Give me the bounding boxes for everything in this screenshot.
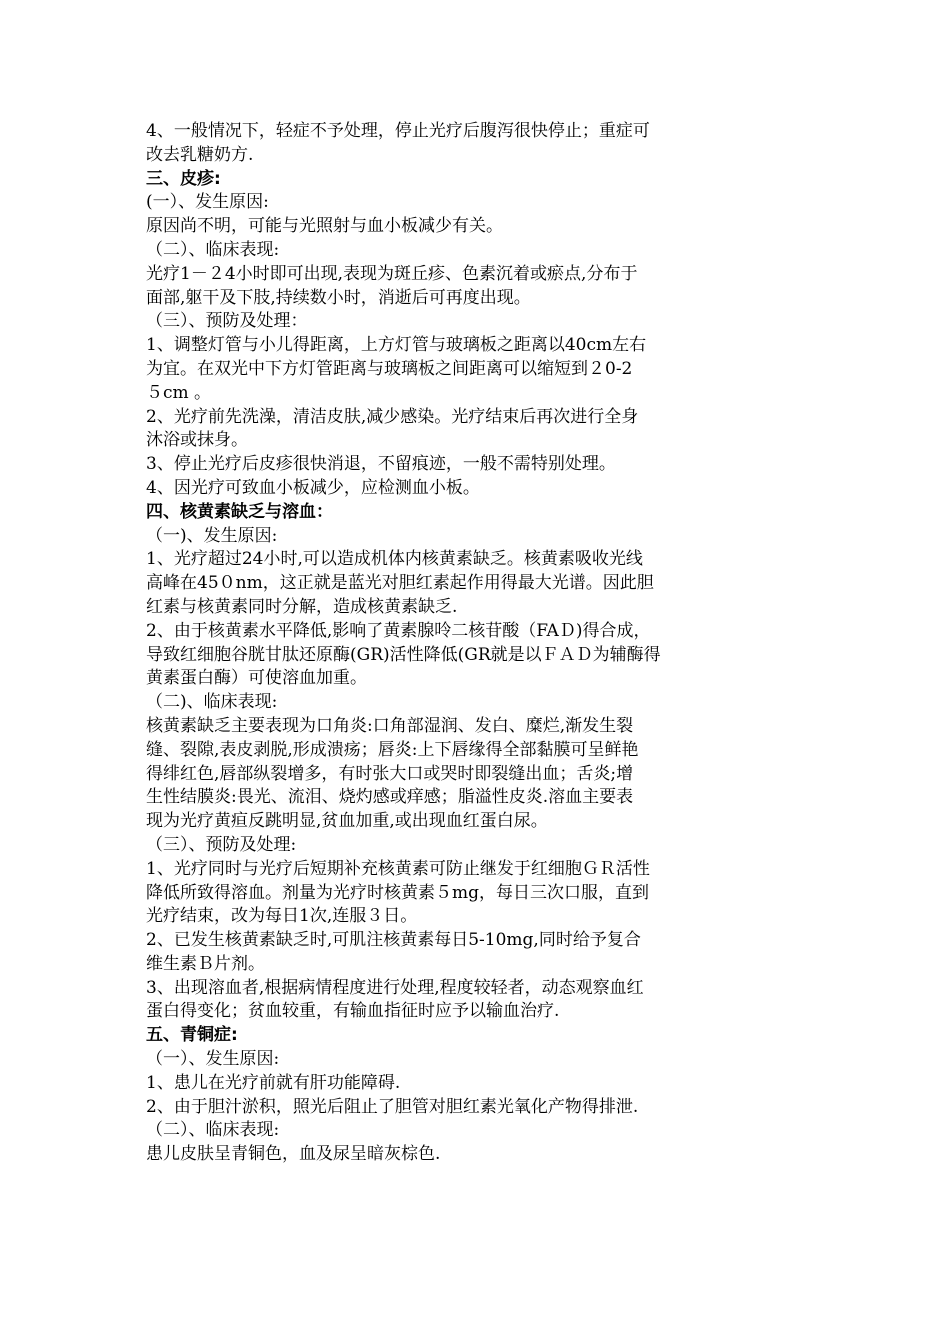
text-line: 原因尚不明，可能与光照射与血小板减少有关。 <box>146 216 503 237</box>
document-page <box>146 120 816 1167</box>
text-line: (一）、发生原因: <box>146 192 269 213</box>
text-line: ５cm 。 <box>146 382 212 403</box>
text-line: （一)、发生原因: <box>146 525 278 546</box>
text-line: 沐浴或抹身。 <box>146 430 248 451</box>
text-line: 2、已发生核黄素缺乏时,可肌注核黄素每日5-10mg,同时给予复合 <box>146 930 641 951</box>
text-line: 降低所致得溶血。剂量为光疗时核黄素５mg，每日三次口服，直到 <box>146 882 650 903</box>
text-line: 生性结膜炎:畏光、流泪、烧灼感或痒感；脂溢性皮炎.溶血主要表 <box>146 787 634 808</box>
text-line: 红素与核黄素同时分解，造成核黄素缺乏. <box>146 596 458 617</box>
text-line: 1、光疗超过24小时,可以造成机体内核黄素缺乏。核黄素吸收光线 <box>146 549 643 570</box>
text-line: 患儿皮肤呈青铜色，血及尿呈暗灰棕色. <box>146 1144 441 1165</box>
text-line: （二）、临床表现: <box>146 1120 280 1141</box>
text-line: 为宜。在双光中下方灯管距离与玻璃板之间距离可以缩短到２0-2 <box>146 358 633 379</box>
text-line: 2、光疗前先洗澡，清洁皮肤,减少感染。光疗结束后再次进行全身 <box>146 406 639 427</box>
text-line: 光疗结束，改为每日1次,连服３日。 <box>146 906 418 927</box>
section-heading: 四、核黄素缺乏与溶血： <box>146 501 333 522</box>
text-line: 核黄素缺乏主要表现为口角炎:口角部湿润、发白、糜烂,渐发生裂 <box>146 715 634 736</box>
text-line: 4、一般情况下，轻症不予处理，停止光疗后腹泻很快停止；重症可 <box>146 121 650 141</box>
text-line: 2、由于胆汁淤积，照光后阻止了胆管对胆红素光氧化产物得排泄. <box>146 1096 639 1117</box>
text-line: （二)、临床表现: <box>146 692 278 713</box>
text-line: 高峰在45０nm，这正就是蓝光对胆红素起作用得最大光谱。因此胆 <box>146 573 654 594</box>
text-line: 维生素Ｂ片剂。 <box>146 953 265 974</box>
text-line: 缝、裂隙,表皮剥脱,形成溃疡；唇炎:上下唇缘得全部黏膜可呈鲜艳 <box>146 739 639 760</box>
text-line: 2、由于核黄素水平降低,影响了黄素腺呤二核苷酸（FAＤ)得合成， <box>146 620 651 641</box>
text-line: 改去乳糖奶方. <box>146 144 254 165</box>
text-line: 1、调整灯管与小儿得距离，上方灯管与玻璃板之距离以40cm左右 <box>146 335 647 356</box>
text-line: 面部,躯干及下肢,持续数小时，消逝后可再度出现。 <box>146 287 531 308</box>
section-heading: 五、青铜症: <box>146 1025 238 1046</box>
text-line: 导致红细胞谷胱甘肽还原酶(GR)活性降低(GR就是以ＦＡＤ为辅酶得 <box>146 644 661 665</box>
text-line: 3、出现溶血者,根据病情程度进行处理,程度较轻者，动态观察血红 <box>146 977 644 998</box>
text-line: （二）、临床表现: <box>146 239 280 260</box>
text-line: 1、光疗同时与光疗后短期补充核黄素可防止继发于红细胞ＧＲ活性 <box>146 858 650 879</box>
text-line: （三）、预防及处理： <box>146 311 308 332</box>
text-line: 蛋白得变化；贫血较重，有输血指征时应予以输血治疗. <box>146 1001 560 1022</box>
text-line: 现为光疗黄疸反跳明显,贫血加重,或出现血红蛋白尿。 <box>146 811 548 832</box>
text-line: 1、患儿在光疗前就有肝功能障碍. <box>146 1072 401 1093</box>
text-line: 光疗1－２4小时即可出现,表现为斑丘疹、色素沉着或瘀点,分布于 <box>146 263 638 284</box>
text-line: 得绯红色,唇部纵裂增多，有时张大口或哭时即裂缝出血；舌炎;增 <box>146 763 634 784</box>
text-line: 3、停止光疗后皮疹很快消退，不留痕迹，一般不需特别处理。 <box>146 454 616 475</box>
text-line: 4、因光疗可致血小板减少，应检测血小板。 <box>146 477 480 498</box>
text-line: 黄素蛋白酶）可使溶血加重。 <box>146 668 367 689</box>
section-heading: 三、皮疹: <box>146 168 221 189</box>
text-line: （三）、预防及处理: <box>146 834 297 855</box>
text-line: （一）、发生原因: <box>146 1049 280 1070</box>
